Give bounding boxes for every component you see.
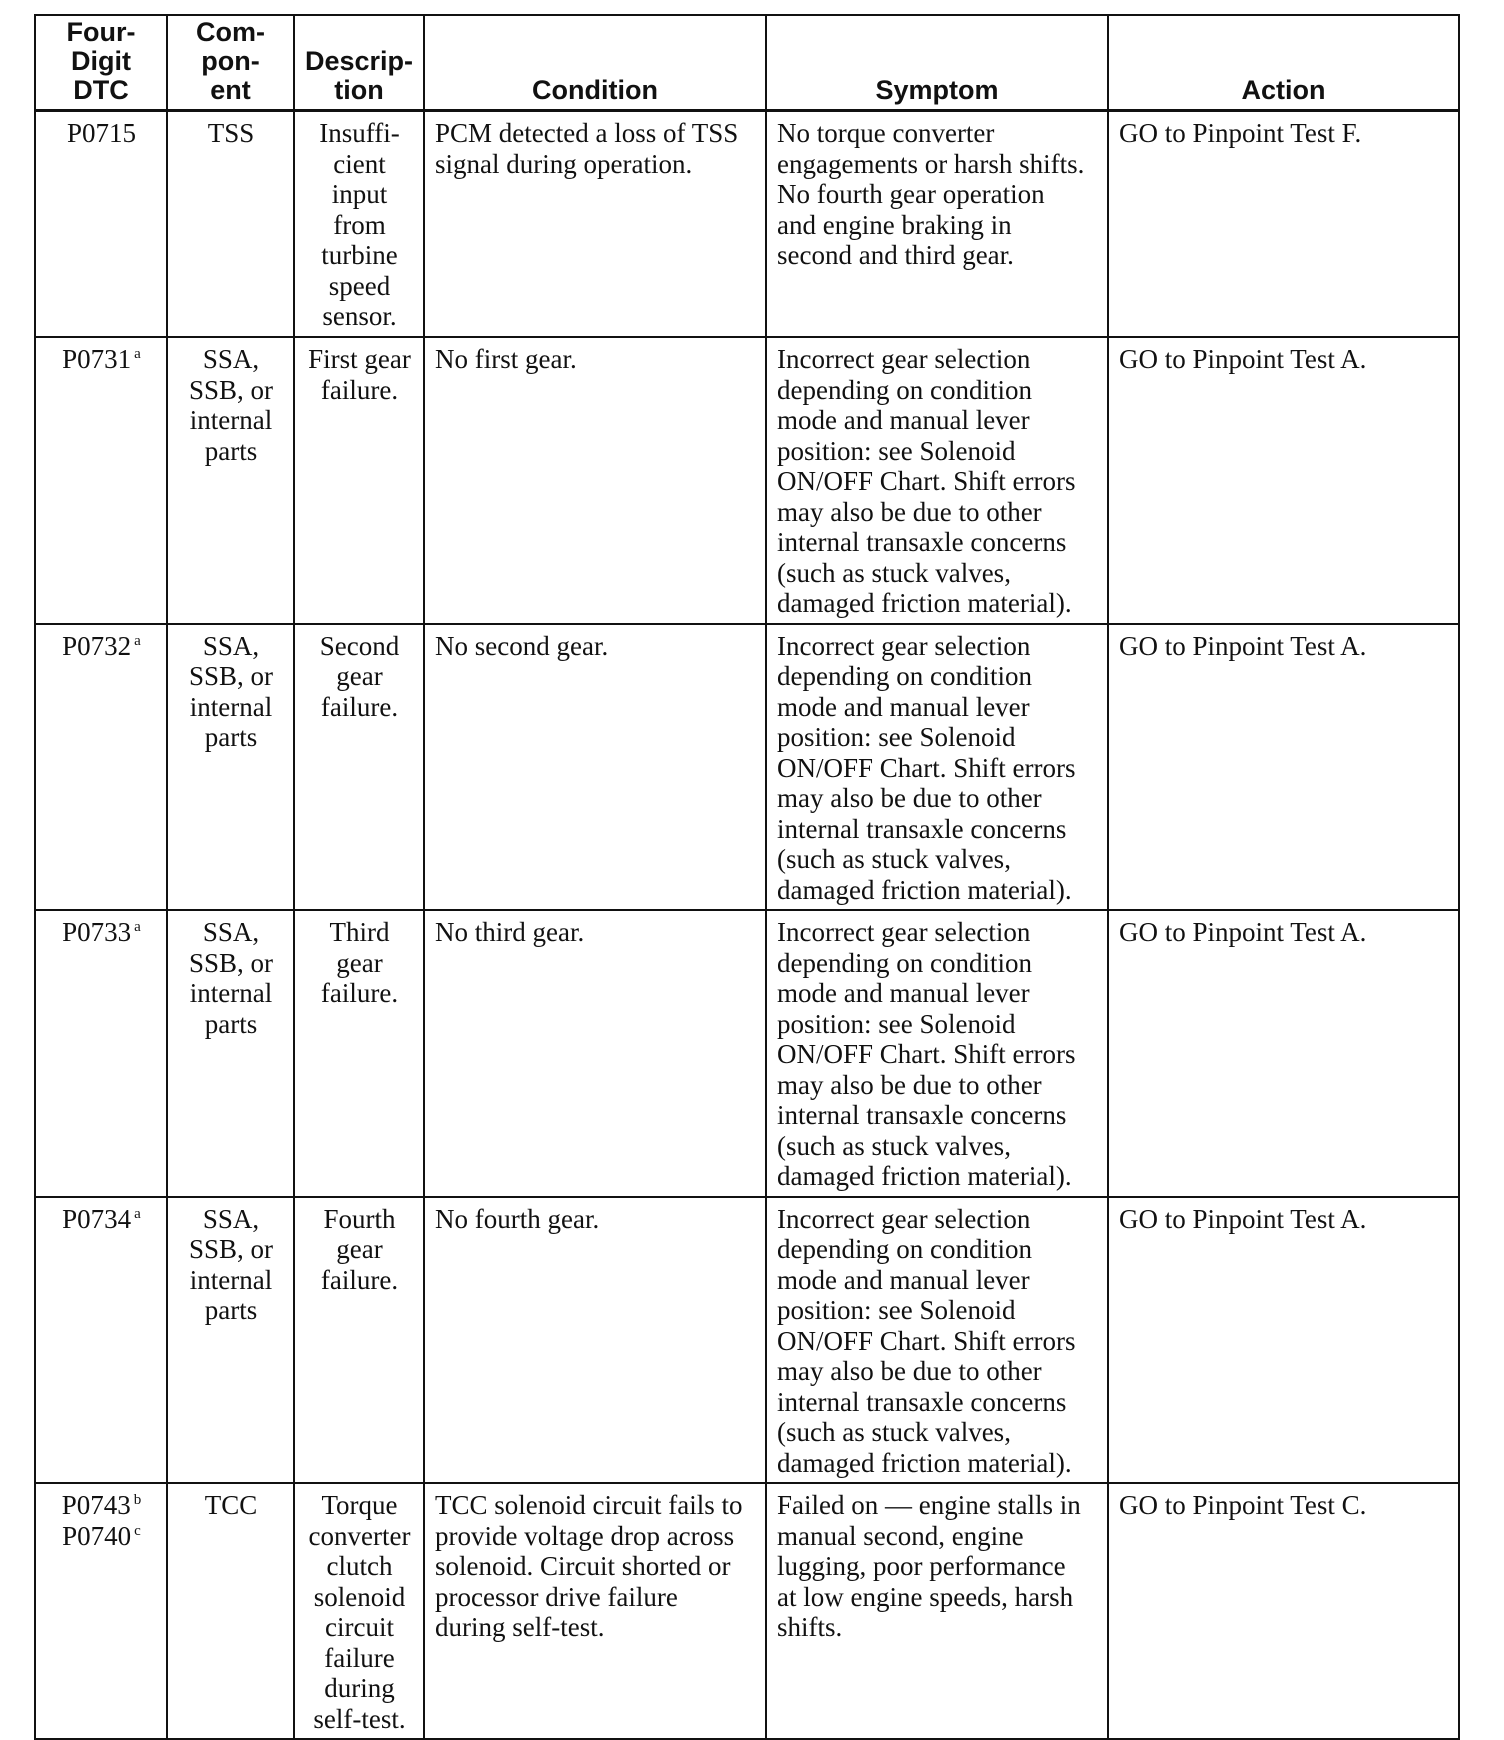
description-line: gear <box>336 1234 383 1264</box>
component-line: parts <box>204 722 258 752</box>
dtc-cell <box>35 1197 167 1484</box>
description-cell <box>294 624 424 911</box>
footnote-marker: a <box>134 1205 141 1222</box>
description-line: First gear <box>308 344 411 374</box>
symptom-line: (such as stuck valves, <box>777 557 1011 588</box>
symptom-line: may also be due to other <box>777 1356 1042 1386</box>
symptom-line: (such as stuck valves, <box>777 1417 1011 1447</box>
action-cell <box>1108 1483 1459 1739</box>
component-line: SSA, <box>202 1203 260 1234</box>
symptom-line: internal transaxle concerns <box>777 813 1067 844</box>
condition-cell <box>424 337 766 624</box>
header-action: Action <box>1108 15 1459 111</box>
component-line: internal <box>189 691 273 722</box>
description-line: from <box>333 209 386 240</box>
dtc-table-body <box>35 111 1459 1740</box>
action-cell <box>1108 111 1459 338</box>
dtc-line: P0731 $^a$ <box>62 344 141 374</box>
condition-line: TCC solenoid circuit fails to <box>435 1490 743 1520</box>
symptom-line: may also be due to other <box>777 496 1042 527</box>
symptom-line: No fourth gear operation <box>777 179 1045 209</box>
symptom-cell <box>766 337 1108 624</box>
table-row <box>35 1197 1459 1484</box>
action-line: GO to Pinpoint Test A. <box>1119 917 1367 947</box>
description-line: sensor. <box>322 301 397 331</box>
symptom-line: may also be due to other <box>777 783 1042 813</box>
description-line: failure. <box>320 1264 399 1295</box>
symptom-line: (such as stuck valves, <box>777 1130 1011 1161</box>
symptom-line: damaged friction material). <box>777 588 1072 618</box>
symptom-line: ON/OFF Chart. Shift errors <box>777 1325 1076 1356</box>
symptom-line: depending on condition <box>777 661 1032 691</box>
symptom-line: depending on condition <box>777 947 1032 978</box>
symptom-line: internal transaxle concerns <box>777 527 1067 557</box>
footnote-marker: a <box>134 919 141 935</box>
symptom-cell <box>766 1483 1108 1739</box>
dtc-line: P0732 $^a$ <box>62 630 141 661</box>
condition-line: No fourth gear. <box>435 1203 600 1234</box>
description-cell <box>294 111 424 338</box>
symptom-line: depending on condition <box>777 374 1032 405</box>
symptom-line: mode and manual lever <box>777 978 1030 1008</box>
symptom-line: may also be due to other <box>777 1069 1042 1100</box>
condition-line: provide voltage drop across <box>435 1520 735 1551</box>
symptom-line: and engine braking in <box>777 209 1012 240</box>
component-line: SSB, or <box>188 661 274 691</box>
component-line: parts <box>204 1295 258 1325</box>
description-line: input <box>331 179 388 209</box>
description-cell <box>294 1197 424 1484</box>
component-line: parts <box>204 1008 258 1039</box>
action-line: GO to Pinpoint Test A. <box>1119 630 1367 661</box>
symptom-cell <box>766 1197 1108 1484</box>
symptom-line: second and third gear. <box>777 240 1014 270</box>
footnote-marker: b <box>133 1492 142 1508</box>
description-line: converter <box>308 1520 411 1551</box>
symptom-line: mode and manual lever <box>777 405 1030 435</box>
footnote-marker: c <box>134 1522 141 1539</box>
dtc-cell <box>35 1483 167 1739</box>
symptom-line: lugging, poor performance <box>777 1551 1066 1581</box>
dtc-cell <box>35 910 167 1197</box>
description-line: Third <box>329 917 390 947</box>
table-row <box>35 111 1459 338</box>
symptom-cell <box>766 111 1108 338</box>
dtc-line: P0733 $^a$ <box>62 917 141 947</box>
symptom-line: Incorrect gear selection <box>777 630 1031 661</box>
header-row <box>35 15 1459 111</box>
dtc-line: P0734 $^a$ <box>62 1203 141 1234</box>
symptom-line: position: see Solenoid <box>777 435 1016 466</box>
condition-line: solenoid. Circuit shorted or <box>435 1551 731 1581</box>
description-line: circuit <box>325 1612 394 1642</box>
dtc-cell <box>35 111 167 338</box>
action-cell <box>1108 1197 1459 1484</box>
description-line: failure <box>324 1642 395 1673</box>
description-line: gear <box>336 661 383 691</box>
dtc-cell <box>35 624 167 911</box>
component-cell <box>167 1483 294 1739</box>
condition-line: signal during operation. <box>435 148 693 179</box>
condition-line: during self-test. <box>435 1612 605 1642</box>
symptom-line: internal transaxle concerns <box>777 1100 1067 1130</box>
component-line: TCC <box>204 1490 258 1520</box>
component-line: TSS <box>207 118 255 148</box>
symptom-line: Incorrect gear selection <box>777 1203 1031 1234</box>
table-row <box>35 910 1459 1197</box>
description-line: failure. <box>320 978 399 1008</box>
symptom-line: mode and manual lever <box>777 1264 1030 1295</box>
symptom-line: Incorrect gear selection <box>777 917 1031 947</box>
symptom-line: mode and manual lever <box>777 691 1030 722</box>
description-line: Torque <box>321 1490 398 1520</box>
symptom-line: damaged friction material). <box>777 1161 1072 1191</box>
description-line: self-test. <box>313 1703 406 1734</box>
component-line: SSB, or <box>188 1234 274 1264</box>
symptom-line: shifts. <box>777 1612 843 1642</box>
component-cell <box>167 111 294 338</box>
table-row <box>35 624 1459 911</box>
header-condition: Condition <box>424 15 766 111</box>
symptom-line: No torque converter <box>777 118 995 148</box>
description-line: Fourth <box>323 1203 396 1234</box>
dtc-line: P0715 <box>66 118 137 148</box>
description-line: failure. <box>320 691 399 722</box>
header-description: Descrip- tion <box>294 15 424 111</box>
action-line: GO to Pinpoint Test F. <box>1119 118 1362 148</box>
component-cell <box>167 624 294 911</box>
dtc-cell <box>35 337 167 624</box>
symptom-line: Incorrect gear selection <box>777 344 1031 374</box>
component-line: SSB, or <box>188 374 274 405</box>
condition-cell <box>424 1197 766 1484</box>
table-row <box>35 337 1459 624</box>
component-line: internal <box>189 405 273 435</box>
symptom-line: damaged friction material). <box>777 1447 1072 1478</box>
condition-cell <box>424 624 766 911</box>
symptom-line: depending on condition <box>777 1234 1032 1264</box>
description-line: Insuffi- <box>319 118 400 148</box>
action-line: GO to Pinpoint Test A. <box>1119 344 1367 374</box>
condition-cell <box>424 1483 766 1739</box>
description-line: Second <box>319 630 400 661</box>
component-line: SSA, <box>202 344 260 374</box>
condition-line: No second gear. <box>435 630 609 661</box>
dtc-line: P0740 $^c$ <box>62 1520 141 1551</box>
symptom-line: position: see Solenoid <box>777 722 1016 752</box>
header-symptom: Symptom <box>766 15 1108 111</box>
symptom-line: at low engine speeds, harsh <box>777 1581 1074 1612</box>
symptom-line: Failed on — engine stalls in <box>777 1490 1081 1520</box>
component-line: internal <box>189 1264 273 1295</box>
component-line: SSA, <box>202 630 260 661</box>
action-cell <box>1108 910 1459 1197</box>
description-line: gear <box>336 947 383 978</box>
symptom-cell <box>766 624 1108 911</box>
component-cell <box>167 1197 294 1484</box>
dtc-line: P0743 $^b$ <box>61 1490 142 1520</box>
description-line: speed <box>328 270 391 301</box>
symptom-line: ON/OFF Chart. Shift errors <box>777 752 1076 783</box>
description-line: clutch <box>326 1551 393 1581</box>
description-cell <box>294 910 424 1197</box>
symptom-line: manual second, engine <box>777 1520 1024 1551</box>
description-line: cient <box>333 148 386 179</box>
condition-line: PCM detected a loss of TSS <box>435 118 739 148</box>
symptom-line: engagements or harsh shifts. <box>777 148 1085 179</box>
symptom-line: position: see Solenoid <box>777 1295 1016 1325</box>
symptom-line: ON/OFF Chart. Shift errors <box>777 466 1076 496</box>
component-line: SSA, <box>202 917 260 947</box>
table-row <box>35 1483 1459 1739</box>
dtc-table <box>34 14 1460 1740</box>
condition-line: No third gear. <box>435 917 585 947</box>
footnote-marker: a <box>134 346 141 362</box>
footnote-marker: a <box>134 632 141 649</box>
action-cell <box>1108 624 1459 911</box>
symptom-line: ON/OFF Chart. Shift errors <box>777 1039 1076 1069</box>
condition-cell <box>424 910 766 1197</box>
symptom-line: (such as stuck valves, <box>777 844 1011 874</box>
header-dtc: Four- Digit DTC <box>35 15 167 111</box>
action-cell <box>1108 337 1459 624</box>
symptom-line: damaged friction material). <box>777 874 1072 905</box>
description-line: during <box>324 1673 395 1703</box>
description-cell <box>294 337 424 624</box>
description-line: solenoid <box>313 1581 406 1612</box>
description-line: turbine <box>321 240 398 270</box>
condition-cell <box>424 111 766 338</box>
component-line: SSB, or <box>188 947 274 978</box>
description-line: failure. <box>320 374 399 405</box>
component-cell <box>167 910 294 1197</box>
component-line: internal <box>189 978 273 1008</box>
symptom-cell <box>766 910 1108 1197</box>
component-line: parts <box>204 435 258 466</box>
header-component: Com- pon- ent <box>167 15 294 111</box>
component-cell <box>167 337 294 624</box>
action-line: GO to Pinpoint Test C. <box>1119 1490 1367 1520</box>
description-cell <box>294 1483 424 1739</box>
symptom-line: position: see Solenoid <box>777 1008 1016 1039</box>
action-line: GO to Pinpoint Test A. <box>1119 1203 1367 1234</box>
condition-line: processor drive failure <box>435 1581 678 1612</box>
symptom-line: internal transaxle concerns <box>777 1386 1067 1417</box>
condition-line: No first gear. <box>435 344 577 374</box>
